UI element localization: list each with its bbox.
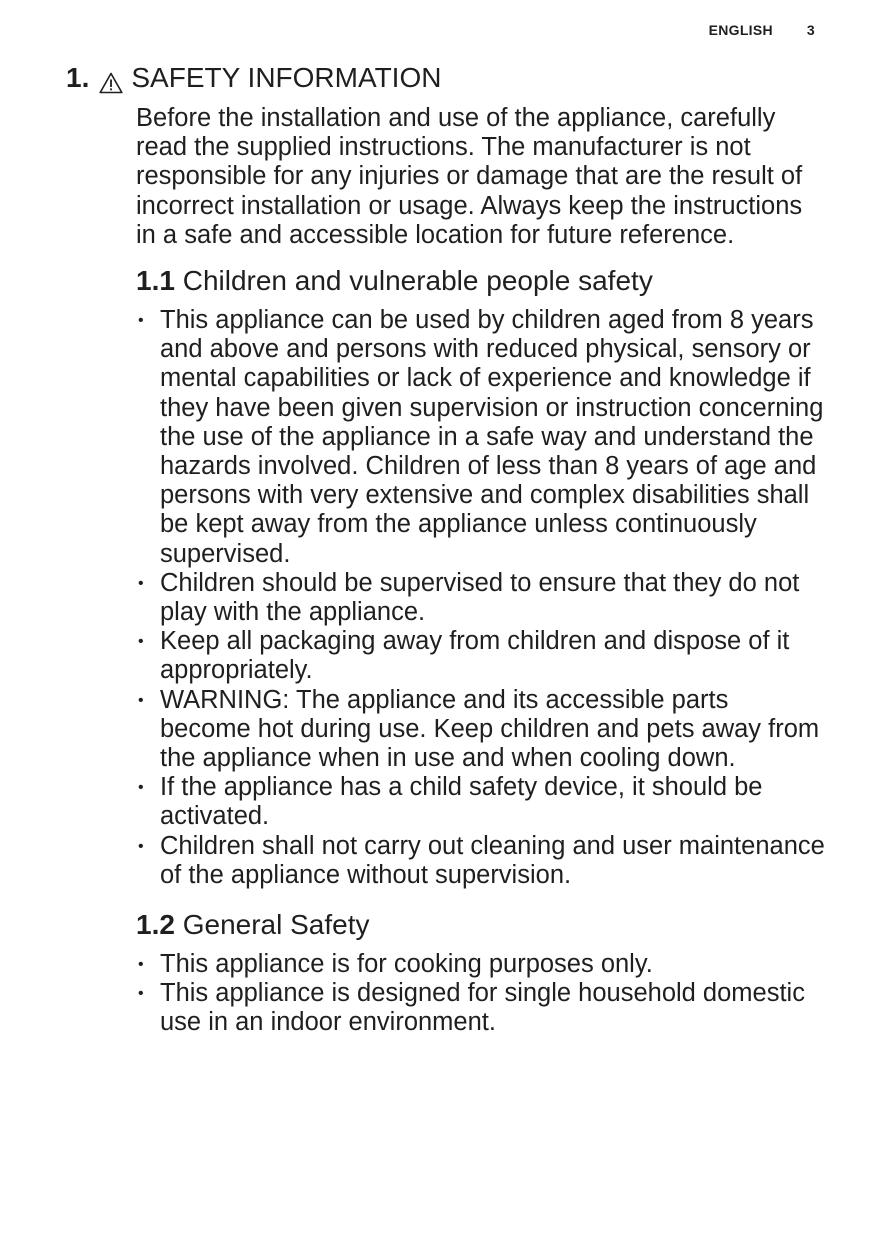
list-item-text: Keep all packaging away from children and dispose of it appropriately. — [160, 627, 790, 685]
subsection-title: Children and vulnerable people safety — [182, 265, 653, 297]
list-item: • Children should be supervised to ensure that they do not play with the appliance. — [138, 568, 800, 627]
list-item: • This appliance is for cooking purposes only. — [138, 950, 653, 979]
children-safety-list — [136, 306, 826, 890]
list-item-text: This appliance is for cooking purposes only. — [160, 950, 653, 979]
section-heading — [66, 60, 441, 96]
list-item: • This appliance is designed for single household domestic use in an indoor environment. — [138, 979, 805, 1037]
section-number: 1. — [66, 62, 90, 93]
list-item: • If the appliance has a child safety device, it should be activated. — [138, 773, 763, 831]
page-number: 3 — [806, 22, 815, 38]
list-item: • WARNING: The appliance and its accessible parts become hot during use. Keep children and pets away from the appliance when in use and when cooling down. — [138, 685, 820, 773]
list-item-text: WARNING: The appliance and its accessible parts become hot during use. Keep children and pets away from the appliance when in use and when cooling down. — [160, 685, 820, 773]
page-header — [709, 22, 815, 38]
section-title: SAFETY INFORMATION — [131, 62, 442, 93]
intro-paragraph: Before the installation and use of the appliance, carefully read the supplied instructions. The manufacturer is not responsible for any injuries or damage that are the result of incorrect installation or usage. Always keep the instructions in a safe and accessible location for future reference. — [136, 104, 803, 249]
language-label: ENGLISH — [708, 22, 773, 38]
list-item-text: Children shall not carry out cleaning and user maintenance of the appliance without supervision. — [160, 831, 825, 889]
general-safety-list — [136, 950, 826, 1038]
list-item-text: Children should be supervised to ensure that they do not play with the appliance. — [160, 568, 800, 627]
subsection-heading-general — [136, 908, 826, 942]
subsection-number: 1.1 — [136, 265, 175, 297]
list-item: • This appliance can be used by children aged from 8 years and above and persons with reduced physical, sensory or mental capabilities or lack of experience and knowledge if they have been given supervision or instruction concerning the use of the appliance in a safe way and understand the hazards involved. Children of less than 8 years of age and persons with very extensive and complex disabilities shall be kept away from the appliance unless continuously supervised. — [138, 306, 824, 568]
list-item-text: If the appliance has a child safety device, it should be activated. — [160, 773, 763, 831]
warning-triangle-icon — [99, 67, 123, 89]
subsection-number: 1.2 — [136, 909, 175, 941]
page-content — [136, 104, 826, 1038]
list-item: • Children shall not carry out cleaning and user maintenance of the appliance without supervision. — [138, 831, 825, 889]
list-item-text: This appliance is designed for single household domestic use in an indoor environment. — [160, 979, 805, 1037]
list-item-text: This appliance can be used by children aged from 8 years and above and persons with reduced physical, sensory or mental capabilities or lack of experience and knowledge if they have been given supervision or instruction concerning the use of the appliance in a safe way and understand the hazards involved. Children of less than 8 years of age and persons with very extensive and complex disabilities shall be kept away from the appliance unless continuously supervised. — [160, 306, 824, 568]
list-item: • Keep all packaging away from children and dispose of it appropriately. — [138, 627, 790, 685]
subsection-heading-children — [136, 264, 826, 298]
subsection-title: General Safety — [182, 909, 370, 941]
